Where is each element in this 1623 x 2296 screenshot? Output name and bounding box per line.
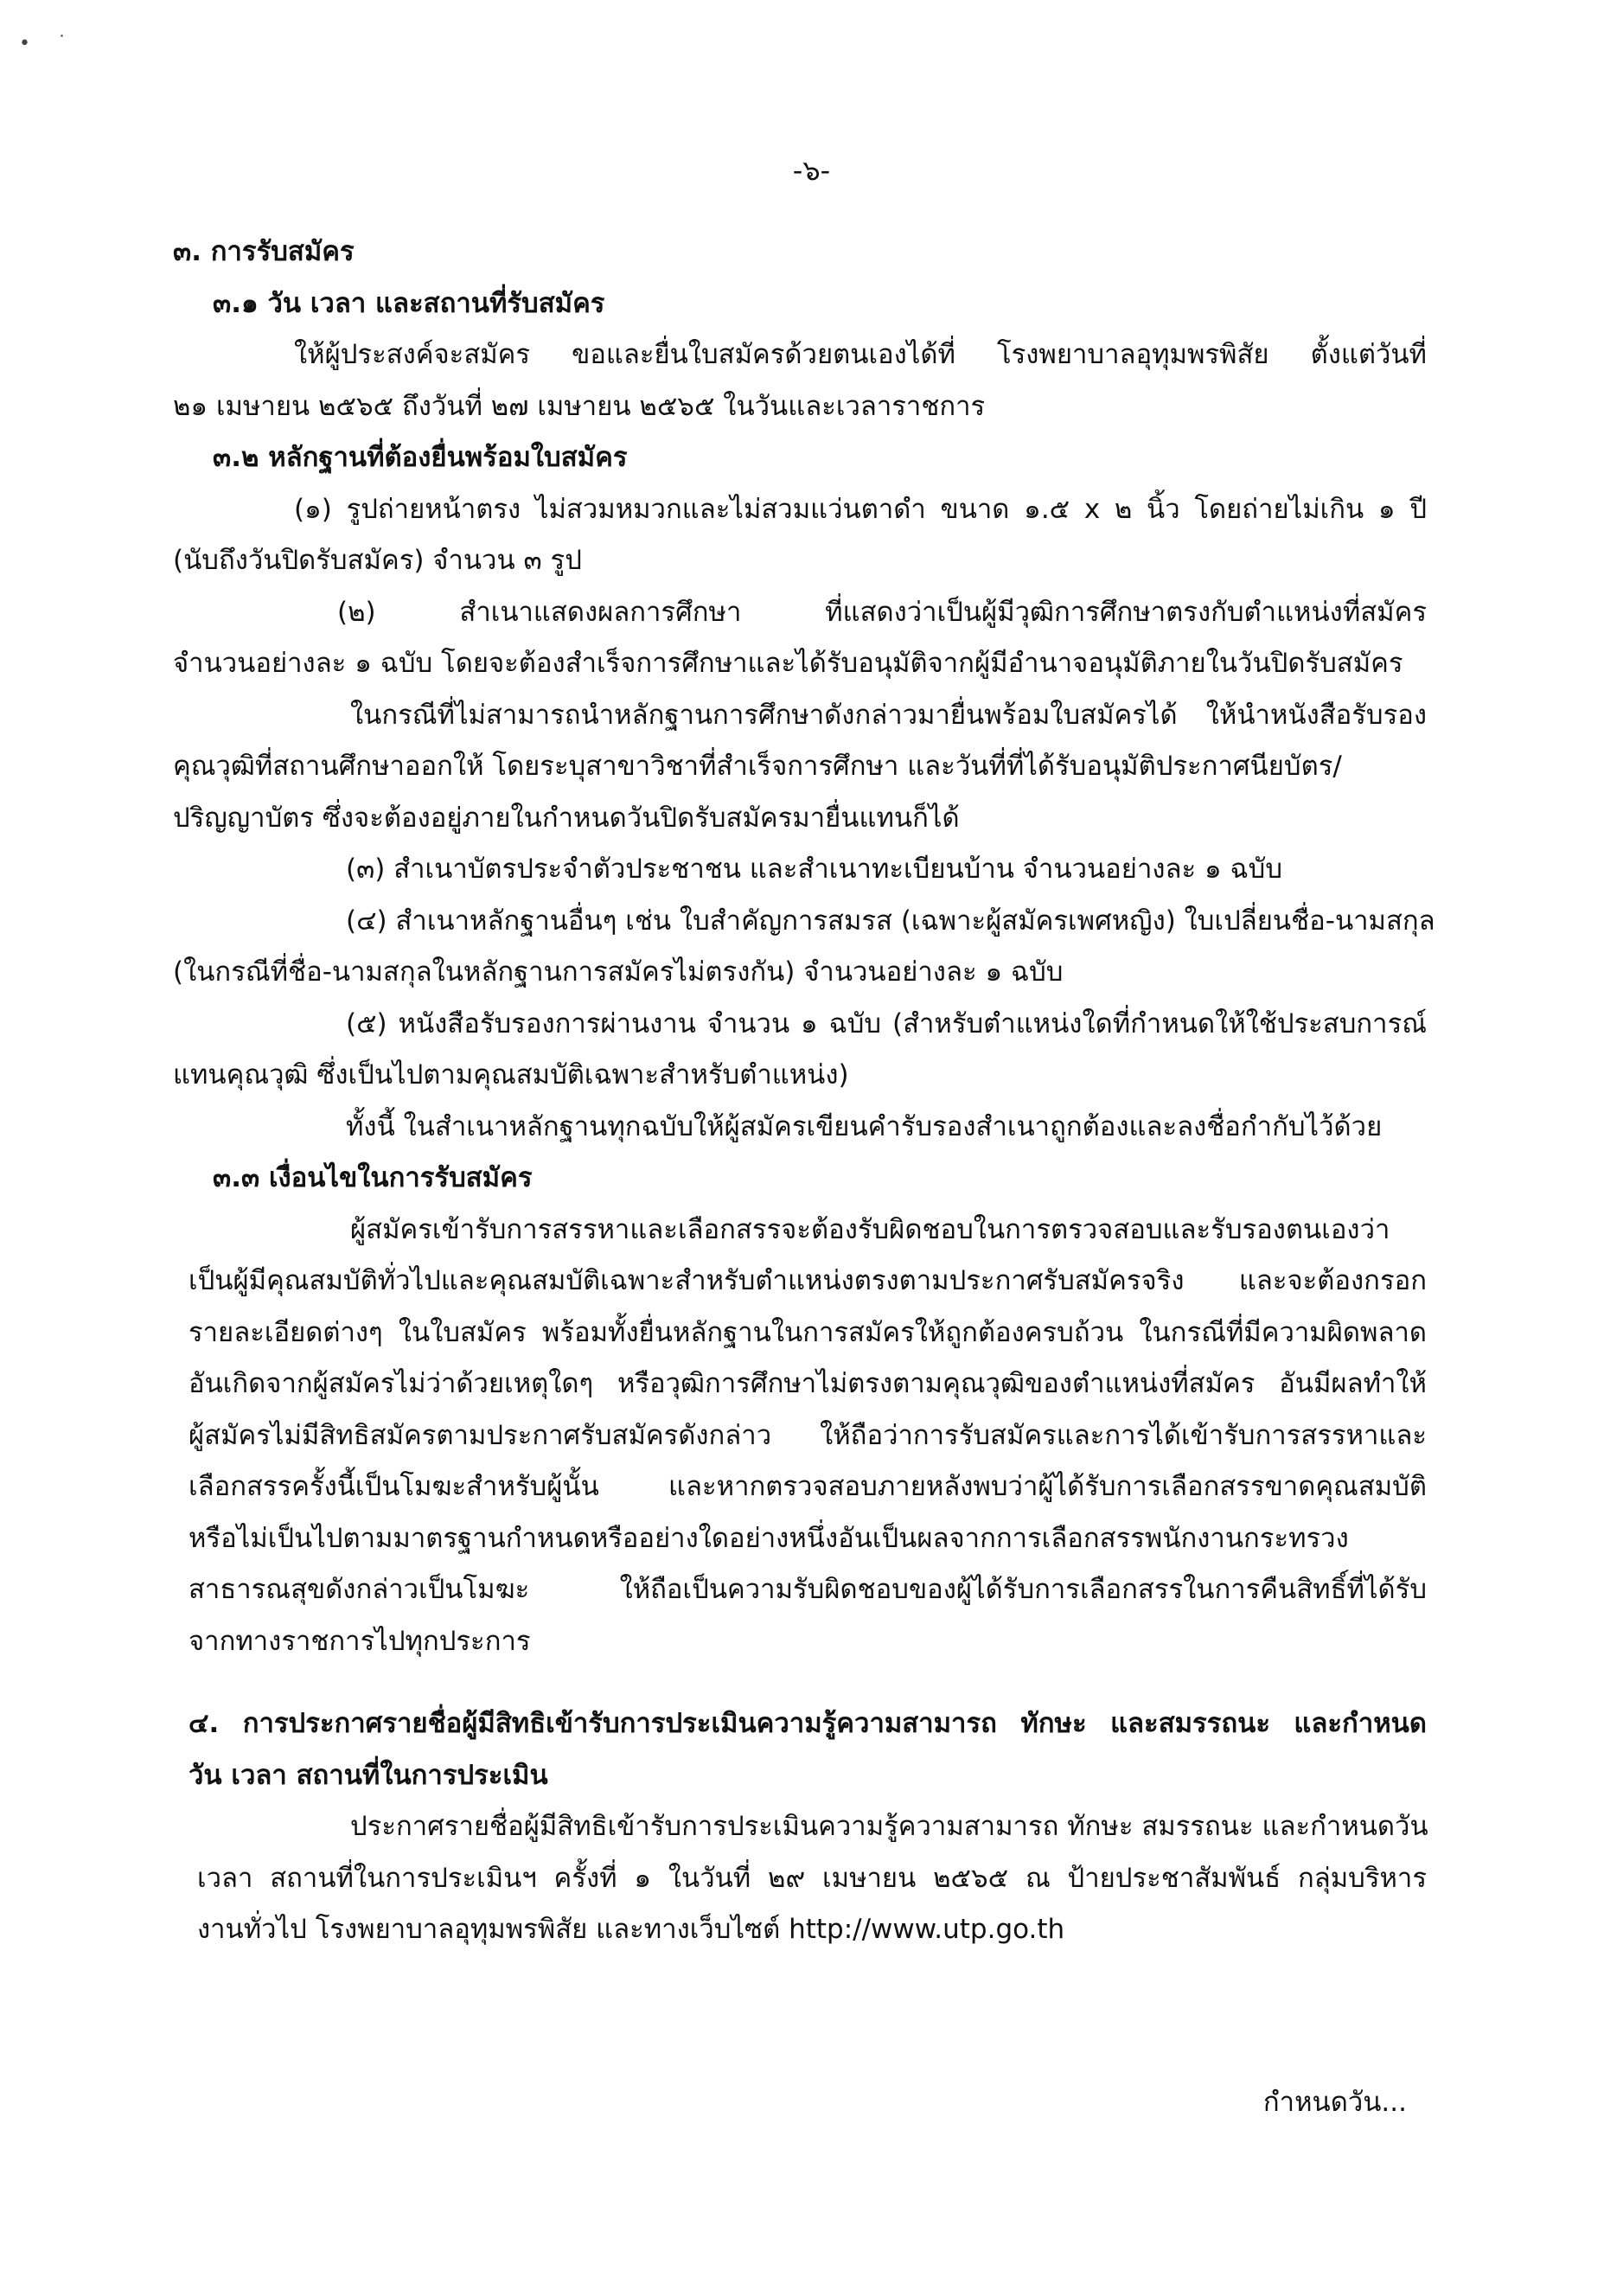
document-item-3: (๓) สำเนาบัตรประจำตัวประชาชน และสำเนาทะเบียนบ้าน จำนวนอย่างละ ๑ ฉบับ	[346, 854, 1283, 885]
conditions-line: สาธารณสุขดังกล่าวเป็นโมฆะ ให้ถือเป็นความรับผิดชอบของผู้ได้รับการเลือกสรรในการคืนสิทธิ์ที่ได้รับ	[188, 1574, 1427, 1605]
document-item-2-cont: ในกรณีที่ไม่สามารถนำหลักฐานการศึกษาดังกล่าวมายื่นพร้อมใบสมัครได้ ให้นำหนังสือรับรอง	[350, 699, 1427, 731]
document-item-5-cont: แทนคุณวุฒิ ซึ่งเป็นไปตามคุณสมบัติเฉพาะสำหรับตำแหน่ง)	[173, 1059, 849, 1090]
continuation-note: กำหนดวัน...	[1262, 2087, 1407, 2118]
document-item-4: (๔) สำเนาหลักฐานอื่นๆ เช่น ใบสำคัญการสมรส (เฉพาะผู้สมัครเพศหญิง) ใบเปลี่ยนชื่อ-นามสกุล	[346, 905, 1435, 937]
scan-specks: • ˙	[19, 33, 77, 54]
section-3-heading: ๓. การรับสมัคร	[173, 236, 355, 267]
section-3-1-heading: ๓.๑ วัน เวลา และสถานที่รับสมัคร	[213, 287, 605, 319]
section-3-1-line: ให้ผู้ประสงค์จะสมัคร ขอและยื่นใบสมัครด้วยตนเองได้ที่ โรงพยาบาลอุทุมพรพิสัย ตั้งแต่วันที่	[294, 339, 1427, 370]
document-item-4-cont: (ในกรณีที่ชื่อ-นามสกุลในหลักฐานการสมัครไม่ตรงกัน) จำนวนอย่างละ ๑ ฉบับ	[173, 956, 1064, 988]
document-item-1: (๑) รูปถ่ายหน้าตรง ไม่สวมหมวกและไม่สวมแว่นตาดำ ขนาด ๑.๕ x ๒ นิ้ว โดยถ่ายไม่เกิน ๑ ปี	[294, 493, 1427, 525]
documents-note: ทั้งนี้ ในสำเนาหลักฐานทุกฉบับให้ผู้สมัครเขียนคำรับรองสำเนาถูกต้องและลงชื่อกำกับไว้ด้วย	[346, 1110, 1383, 1142]
conditions-line: ผู้สมัครไม่มีสิทธิสมัครตามประกาศรับสมัครดังกล่าว ให้ถือว่าการรับสมัครและการได้เข้ารับการสรรหาและ	[188, 1419, 1427, 1451]
document-body	[173, 227, 1435, 1956]
conditions-line: จากทางราชการไปทุกประการ	[188, 1625, 531, 1657]
document-item-2-cont: จำนวนอย่างละ ๑ ฉบับ โดยจะต้องสำเร็จการศึกษาและได้รับอนุมัติจากผู้มีอำนาจอนุมัติภายในวันปิดรับสมัคร	[173, 648, 1403, 679]
section-4-heading: ๔. การประกาศรายชื่อผู้มีสิทธิเข้ารับการประเมินความรู้ความสามารถ ทักษะ และสมรรถนะ และกำหนด	[188, 1708, 1427, 1739]
conditions-line: หรือไม่เป็นไปตามมาตรฐานกำหนดหรืออย่างใดอย่างหนึ่งอันเป็นผลจากการเลือกสรรพนักงานกระทรวง	[188, 1522, 1349, 1554]
document-item-2-cont: คุณวุฒิที่สถานศึกษาออกให้ โดยระบุสาขาวิชาที่สำเร็จการศึกษา และวันที่ที่ได้รับอนุมัติประกาศนียบัตร/	[173, 751, 1342, 782]
page-number: -๖-	[792, 154, 831, 187]
section-3-2-heading: ๓.๒ หลักฐานที่ต้องยื่นพร้อมใบสมัคร	[213, 442, 628, 473]
section-4-heading-cont: วัน เวลา สถานที่ในการประเมิน	[188, 1759, 548, 1791]
section-3-3-heading: ๓.๓ เงื่อนไขในการรับสมัคร	[213, 1162, 533, 1193]
document-item-2: (๒) สำเนาแสดงผลการศึกษา ที่แสดงว่าเป็นผู้มีวุฒิการศึกษาตรงกับตำแหน่งที่สมัคร	[337, 596, 1427, 628]
document-item-2-cont: ปริญญาบัตร ซึ่งจะต้องอยู่ภายในกำหนดวันปิดรับสมัครมายื่นแทนก็ได้	[173, 802, 960, 834]
document-item-5: (๕) หนังสือรับรองการผ่านงาน จำนวน ๑ ฉบับ (สำหรับตำแหน่งใดที่กำหนดให้ใช้ประสบการณ์	[346, 1007, 1427, 1039]
section-3-1-line: ๒๑ เมษายน ๒๕๖๕ ถึงวันที่ ๒๗ เมษายน ๒๕๖๕ ในวันและเวลาราชการ	[173, 390, 986, 422]
announcement-line: เวลา สถานที่ในการประเมินฯ ครั้งที่ ๑ ในวันที่ ๒๙ เมษายน ๒๕๖๕ ณ ป้ายประชาสัมพันธ์ กลุ่มบริหาร	[197, 1862, 1427, 1894]
announcement-line: ประกาศรายชื่อผู้มีสิทธิเข้ารับการประเมินความรู้ความสามารถ ทักษะ สมรรถนะ และกำหนดวัน	[350, 1811, 1428, 1842]
announcement-line: งานทั่วไป โรงพยาบาลอุทุมพรพิสัย และทางเว็บไซต์ http://www.utp.go.th	[197, 1914, 1065, 1945]
conditions-line: ผู้สมัครเข้ารับการสรรหาและเลือกสรรจะต้องรับผิดชอบในการตรวจสอบและรับรองตนเองว่า	[350, 1213, 1390, 1245]
conditions-line: อันเกิดจากผู้สมัครไม่ว่าด้วยเหตุใดๆ หรือวุฒิการศึกษาไม่ตรงตามคุณวุฒิของตำแหน่งที่สมัคร อันมีผลทำให้	[188, 1368, 1427, 1399]
conditions-line: เลือกสรรครั้งนี้เป็นโมฆะสำหรับผู้นั้น และหากตรวจสอบภายหลังพบว่าผู้ได้รับการเลือกสรรขาดคุณสมบัติ	[188, 1471, 1427, 1502]
conditions-line: รายละเอียดต่างๆ ในใบสมัคร พร้อมทั้งยื่นหลักฐานในการสมัครให้ถูกต้องครบถ้วน ในกรณีที่มีความผิดพลาด	[188, 1316, 1427, 1348]
document-item-1-cont: (นับถึงวันปิดรับสมัคร) จำนวน ๓ รูป	[173, 545, 582, 576]
conditions-line: เป็นผู้มีคุณสมบัติทั่วไปและคุณสมบัติเฉพาะสำหรับตำแหน่งตรงตามประกาศรับสมัครจริง และจะต้องกรอก	[188, 1265, 1427, 1296]
